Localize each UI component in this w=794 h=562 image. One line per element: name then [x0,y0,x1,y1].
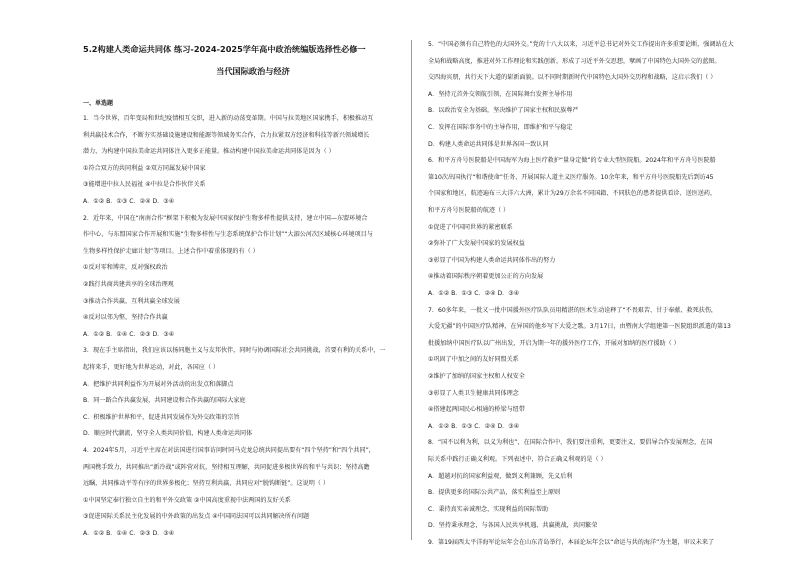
text-line: ①符合双方的共同利益 ②双方同属发展中国家 [83,164,206,172]
text-line: C．发挥在国际事务中的主导作用，即维护和平与稳定 [428,124,573,131]
text-line: 潜力，为构建中国拉美命运共同体注入更多正能量。推动构建中国拉美命运共同体是因为（ ） [83,148,335,156]
text-line: A．①② B．①④ C．②③ D．③④ [83,530,175,537]
text-line: B．同一路合作共赢发展，共同建设和合作共赢的国际大家庭 [83,397,246,405]
text-line: ④推动着国际秩序朝着更加公正的方向发展 [428,273,544,281]
text-line: C．积极维护世界和平，促进共同发展作为外交政策的宗旨 [83,413,240,421]
text-line: A．超越对抗的国家利益观，做到义利兼顾，先义后利 [428,472,573,480]
text-line: 远瞩，共同推动平等有序的世界多极化；坚持互利共赢，共同应对“脱钩断链”。这说明（ ） [83,480,329,488]
text-line: 7．60多年来，一批又一批中国援外医疗队队员用精湛的医术生动诠释了“不畏艰苦、甘于奉献、救死扶伤， [428,306,718,314]
text-line: 利共赢技术合作，不断夯实基础设施建设和能源等领域务实合作，合力拉紧双方经济和科技等新兴领域增长 [83,131,370,139]
text-line: D．顺应时代潮流，坚守全人类共同价值，构建人类命运共同体 [83,430,253,438]
text-line: 交四海宾朋，共行天下大道的崭新面貌。以不同时期新时代中国特色大国外交历程和战略，这启示我们（ ） [428,74,717,82]
text-line: ④反对以邻为壑，坚持合作共赢 [83,314,168,322]
text-line: ③促进国际关系民主化发展的中外政策的出发点 ④中国同法国可以共同解决所有问题 [83,513,310,521]
text-line: ①中国坚定奉行独立自主的和平外交政策 ②中国高度重视中法两国的友好关系 [83,496,291,504]
text-line: 际关系中践行正确义利观。下列表述中，符合正确义利观的是（ ） [428,456,607,463]
column-divider [411,40,412,540]
text-line: 个国家和地区，航迹遍布三大洋六大洲，累计为29万余名不同国籍、不同肤色的患者提供看诊、送医送药， [428,190,717,198]
text-line: 5．“中国必须有自己特色的大国外交。”党的十八大以来，习近平总书记对外交工作提出许多重要论断，强调站在大 [428,41,734,48]
text-line: 两国携手致力，共同推出“新冷战”或阵营对抗，坚持相互理解，共同促进多极世界的和平与共识；坚持高瞻 [83,463,370,471]
text-line: D．构建人类命运共同体是世界各国一致认同 [428,140,549,148]
text-line: 作中心，与东盟国家合作开展和实施“生物多样性与生态系统保护合作计划”“大湄公河次区域核心环境项目与 [83,231,373,239]
text-line: 全局和战略高度，推进对外工作理论和实践创新，形成了习近平外交思想，擘画了中国特色大国外交的蓝图。 [428,57,721,65]
text-line: D．坚持秉承理念，与各国人民共享机遇、共赢挑战，共同繁荣 [428,522,598,530]
text-line: ②践行共商共建共享的全球治理观 [83,281,174,288]
text-line: ②弥补了广大发展中国家的发展权益 [428,240,525,248]
text-line: A．①② B．①③ C．②④ D．③④ [428,422,520,430]
text-line: 起将来手，更好地为世界运动，对此，各国应（ ） [83,364,219,371]
text-line: B．提供更多的国际公共产品，落实利益至上原则 [428,489,561,497]
section-heading: 一、单选题 [83,100,114,107]
text-line: ②维护了加纳的国家主权和人权安全 [428,373,525,380]
document-title-line2: 当代国际政治与经济 [216,66,290,76]
text-line: ③彰显了中国为构建人类命运共同体作出的努力 [428,256,556,264]
text-line: 批援加纳中国医疗队以广州出发，开启为期一年的援外医疗工作，开展对加纳的医疗援助（ ） [428,339,680,347]
text-line: A．①② B．①④ C．②③ D．③④ [83,330,175,338]
text-line: ①促进了中国同世界的紧密联系 [428,223,513,231]
text-line: 生物多样性保护走廊计划”等项目。上述合作中着重体现的有（ ） [83,247,259,255]
text-line: 1．当今世界，百年变局和世纪疫情相互交织，进入新的动荡变革期。中国与拉美地区国家携手，积极推动互 [83,115,374,122]
text-line: A．把维护共同利益作为开展对外活动的出发点和落脚点 [83,380,234,388]
text-line: 8．“国不以利为利，以义为利也”，在国际合作中，我们要注重利，更要注义，要倡导合作发展理念，在国 [428,439,713,447]
text-line: A．①② B．①③ C．②④ D．③④ [428,290,520,297]
text-line: 第10次出国执行“和谐使命”任务，开展国际人道主义医疗服务。10余年来，和平方舟号医院船先后到访45 [428,173,714,181]
text-line: A．①② B．①③ C．②④ D．③④ [83,198,175,205]
text-line: 2．近年来，中国在“南南合作”框架下积极为发展中国家保护生物多样性提供支持，建立中国—东盟环境合 [83,214,368,222]
text-line: 4．2024年5月，习近平主席在对法国进行国事访问时同马克龙总统共同提出要有“四个坚持”和“四个共同”， [83,447,375,454]
document-title-line1: 5.2构建人类命运共同体 练习-2024-2025学年高中政治统编版选择性必修一 [83,44,366,54]
text-line: C．秉持真实亲诚理念，实现利益的国际帮助 [428,505,549,513]
text-line: A．坚持元首外交领航引领，在国际舞台发挥主导作用 [428,90,573,98]
text-line: ③能增进中拉人民福祉 ④中拉是合作伙伴关系 [83,181,206,189]
text-line: 3．现在手主席指出，我们应该以扬同胞主义与友邦伙伴，同时与协调国际社会共同挑战，首要有利的关系中，一 [83,347,386,355]
text-line: ①反对零和博弈，反对强权政治 [83,264,168,272]
text-line: ①巩固了中加之间的友好同盟关系 [428,356,519,364]
text-line: B．以政治安全为基础，坚决维护了国家主权和民族尊严 [428,107,579,115]
text-line: ③彰显了人类卫生健康共同体理念 [428,389,519,397]
text-line: 和平方舟号医院船的航迹（ ） [428,207,510,214]
text-line: 大爱无疆”的中国医疗队精神，在异国的他乡写下大爱之歌。3月17日，由暨南大学组建第一医院组织派遣的第13 [428,323,731,331]
text-line: ③推动合作共赢，互利共赢全球发展 [83,297,180,305]
text-line: ④搭建起两国民心相通的桥梁与纽带 [428,406,525,414]
text-line: 6．和平方舟号医院船是中国海军为海上医疗救护“量身定做”的专业大型医院船。2024年和平方舟号医院船 [428,157,716,165]
text-line: 9．第19届西太平洋海军论坛年会在山东青岛举行，本届论坛年会以“命运与共的海洋”为主题，审议未来了 [428,539,715,546]
